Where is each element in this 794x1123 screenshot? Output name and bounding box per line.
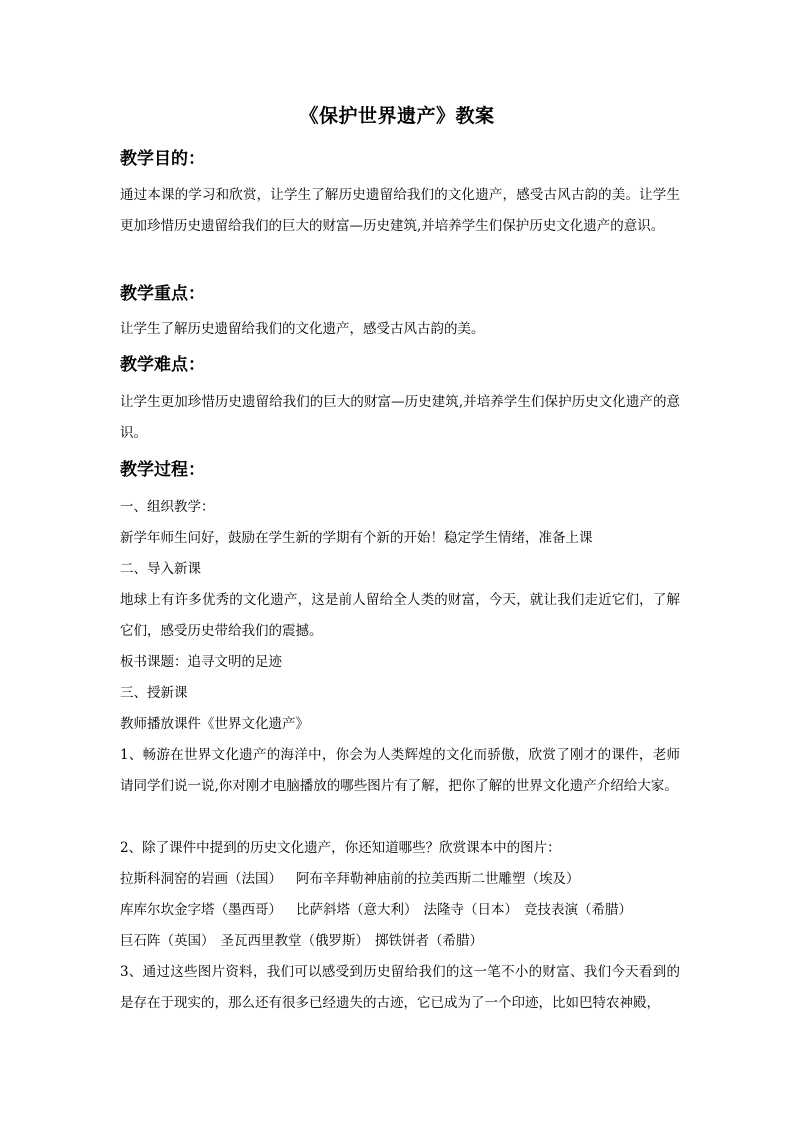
point-1: 1、畅游在世界文化遗产的海洋中，你会为人类辉煌的文化而骄傲，欣赏了刚才的课件，老师请同学们说一说,你对刚才电脑播放的哪些图片有了解，把你了解的世界文化遗产介绍给大家。 [120,747,680,794]
heritage-item: 比萨斜塔（意大利） [296,902,418,918]
step1-text: 新学年师生问好，鼓励在学生新的学期有个新的开始！稳定学生情绪，准备上课 [120,530,593,546]
focus-heading: 教学重点： [120,284,205,304]
heritage-item: 巨石阵（英国） [120,933,215,949]
heritage-item: 掷铁饼者（希腊） [375,933,483,949]
courseware-line: 教师播放课件《世界文化遗产》 [120,716,309,732]
process-heading: 教学过程： [120,460,205,480]
heritage-item: 拉斯科洞窑的岩画（法国） [120,871,282,887]
heritage-item: 阿布辛拜勒神庙前的拉美西斯二世雕塑（埃及） [296,871,580,887]
heritage-item: 库库尔坎金字塔（墨西哥） [120,902,282,918]
board-title: 板书课题：追寻文明的足迹 [120,654,282,670]
difficulty-heading: 教学难点： [120,355,205,375]
document-title: 《保护世界遗产》教案 [299,105,495,127]
step2-title: 二、导入新课 [120,561,201,577]
point-3: 3、通过这些图片资料，我们可以感受到历史留给我们的这一笔不小的财富、我们今天看到的是存在于现实的，那么还有很多已经遗失的古迹，它已成为了一个印迹，比如巴特农神殿， [120,964,680,1011]
step1-title: 一、组织教学： [120,499,215,515]
heritage-item: 竞技表演（希腊） [524,902,632,918]
difficulty-text: 让学生更加珍惜历史遗留给我们的巨大的财富—历史建筑,并培养学生们保护历史文化遗产的意识。 [120,394,680,441]
goal-text: 通过本课的学习和欣赏，让学生了解历史遗留给我们的文化遗产，感受古风古韵的美。让学生更加珍惜历史遗留给我们的巨大的财富—历史建筑,并培养学生们保护历史文化遗产的意识。 [120,187,680,234]
goal-heading: 教学目的： [120,149,205,169]
focus-text: 让学生了解历史遗留给我们的文化遗产，感受古风古韵的美。 [120,321,485,337]
point-2: 2、除了课件中提到的历史文化遗产，你还知道哪些？欣赏课本中的图片： [120,840,561,856]
heritage-row-1 [120,864,680,895]
heritage-item: 法隆寺（日本） [423,902,518,918]
step2-text: 地球上有许多优秀的文化遗产，这是前人留给全人类的财富，今天，就让我们走近它们，了解它们，感受历史带给我们的震撼。 [120,592,680,639]
heritage-row-3 [120,926,680,957]
heritage-item: 圣瓦西里教堂（俄罗斯） [220,933,369,949]
step3-title: 三、授新课 [120,685,188,701]
heritage-row-2 [120,895,680,926]
